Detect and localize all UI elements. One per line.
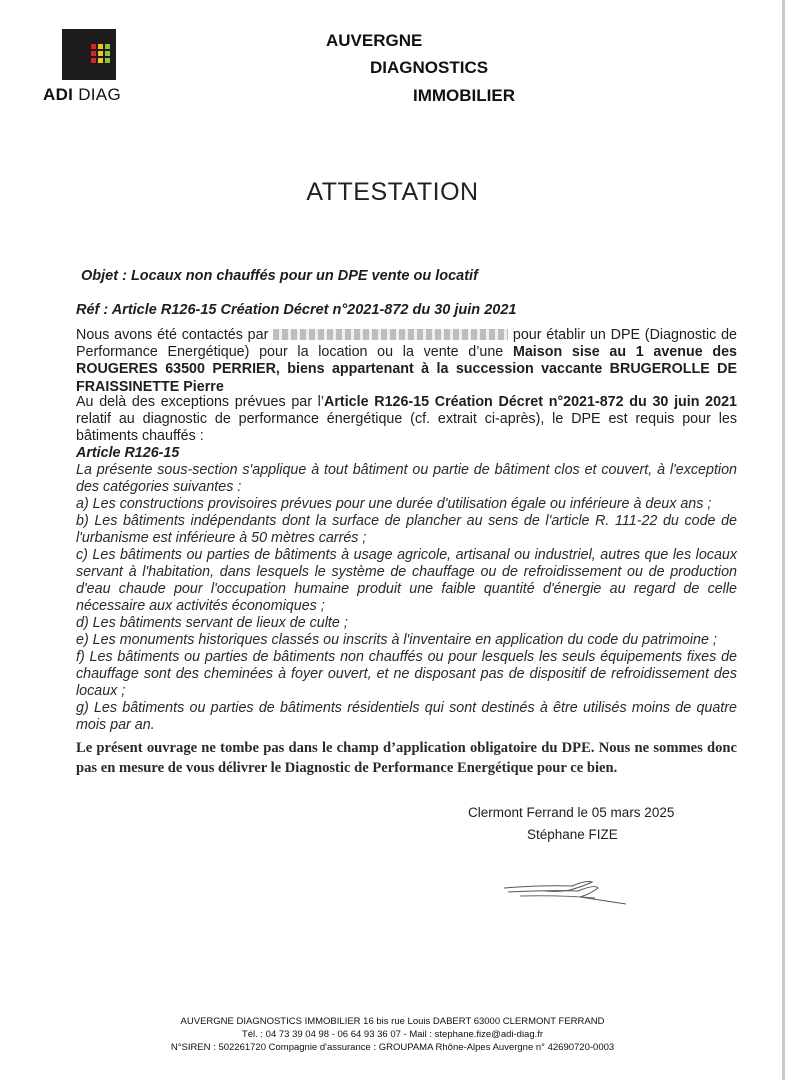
signer-name: Stéphane FIZE <box>527 827 618 842</box>
logo-square <box>91 44 96 49</box>
conclusion-paragraph: Le présent ouvrage ne tombe pas dans le champ d’application obligatoire du DPE. Nous ne sommes donc pas en mesure de vous délivrer le Diagnostic de Performance Energétique pour ce bien. <box>76 740 737 776</box>
footer-legal: N°SIREN : 502261720 Compagnie d'assurance : GROUPAMA Rhône-Alpes Auvergne n° 42690720-0003 <box>170 1042 615 1053</box>
redacted-name <box>273 329 508 340</box>
company-name-line2: DIAGNOSTICS <box>370 58 489 77</box>
logo-square <box>105 44 110 49</box>
logo-square <box>105 51 110 56</box>
logo-square <box>91 58 96 63</box>
article-title: Article R126-15 <box>76 445 180 461</box>
logo-square <box>105 58 110 63</box>
article-intro: La présente sous-section s'applique à tout bâtiment ou partie de bâtiment clos et couvert, à l'exception des catégories suivantes : <box>76 462 737 495</box>
article-body <box>76 462 737 734</box>
footer <box>0 1015 785 1054</box>
exceptions-paragraph: Au delà des exceptions prévues par l’Article R126-15 Création Décret n°2021-872 du 30 juin 2021 relatif au diagnostic de performance énergétique (cf. extrait ci-après), le DPE est requis pour les bâtiments chauffés : <box>76 394 737 445</box>
article-item-b: b) Les bâtiments indépendants dont la surface de plancher au sens de l'article R. 111-22 du code de l'urbanisme est inférieure à 50 mètres carrés ; <box>76 513 737 546</box>
article-item-e: e) Les monuments historiques classés ou inscrits à l'inventaire en application du code du patrimoine ; <box>76 632 717 648</box>
intro-paragraph: Nous avons été contactés par pour établir un DPE (Diagnostic de Performance Energétique) pour la location ou la vente d’une Maison sise au 1 avenue des ROUGERES 63500 PERRIER, biens appartenant à la succession vaccante BRUGEROLLE DE FRAISSINETTE Pierre <box>76 327 738 395</box>
logo-square <box>98 51 103 56</box>
company-name-line1: AUVERGNE <box>326 31 423 50</box>
signature <box>500 872 630 912</box>
company-name-line3: IMMOBILIER <box>413 86 515 105</box>
article-item-a: a) Les constructions provisoires prévues pour une durée d'utilisation égale ou inférieure à deux ans ; <box>76 496 712 512</box>
logo-mark <box>62 29 116 80</box>
reference-line: Réf : Article R126-15 Création Décret n°2021-872 du 30 juin 2021 <box>76 302 517 318</box>
place-and-date: Clermont Ferrand le 05 mars 2025 <box>468 805 675 820</box>
footer-contact: Tél. : 04 73 39 04 98 - 06 64 93 36 07 - Mail : stephane.fize@adi-diag.fr <box>241 1029 544 1040</box>
footer-address: AUVERGNE DIAGNOSTICS IMMOBILIER 16 bis rue Louis DABERT 63000 CLERMONT FERRAND <box>180 1016 605 1027</box>
logo-squares <box>91 44 110 63</box>
subject-line: Objet : Locaux non chauffés pour un DPE vente ou locatif <box>81 268 478 284</box>
article-item-c: c) Les bâtiments ou parties de bâtiments à usage agricole, artisanal ou industriel, autres que les locaux servant à l'habitation, dans lesquels le système de chauffage ou de refroidissement ou de production d'eau chaude pour l'occupation humaine produit une faible quantité d'énergie au regard de celle nécessaire aux activités économiques ; <box>76 547 737 614</box>
logo-text: ADI DIAG <box>43 85 121 104</box>
document-title: ATTESTATION <box>306 178 479 206</box>
logo-square <box>98 44 103 49</box>
article-item-f: f) Les bâtiments ou parties de bâtiments non chauffés ou pour lesquels les seuls équipements fixes de chauffage sont des cheminées à foyer ouvert, et ne disposant pas de dispositif de refroidissement des locaux ; <box>76 649 737 699</box>
logo-square <box>98 58 103 63</box>
logo-square <box>91 51 96 56</box>
article-item-d: d) Les bâtiments servant de lieux de culte ; <box>76 615 348 631</box>
article-item-g: g) Les bâtiments ou parties de bâtiments résidentiels qui sont destinés à être utilisés moins de quatre mois par an. <box>76 700 737 733</box>
